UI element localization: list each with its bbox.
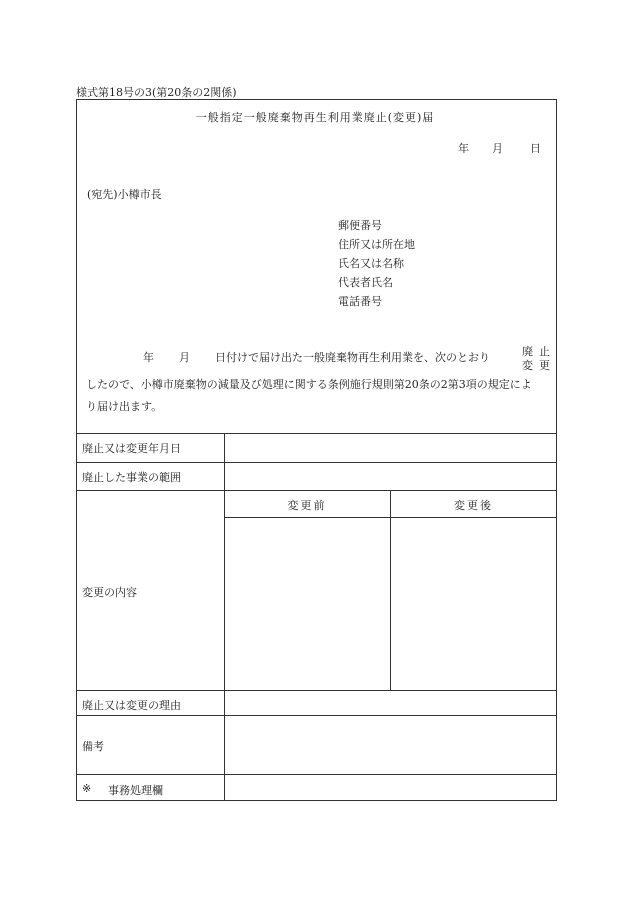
before-change-header: 変更前 xyxy=(287,499,327,512)
phone-label: 電話番号 xyxy=(338,295,382,308)
body-text-line3: り届け出ます。 xyxy=(86,400,163,413)
office-use-label: 事務処理欄 xyxy=(108,784,163,797)
date-day-label: 日 xyxy=(530,142,541,155)
reason-label: 廃止又は変更の理由 xyxy=(82,699,181,712)
before-after-divider xyxy=(390,490,391,690)
date-month-label: 月 xyxy=(492,142,503,155)
representative-label: 代表者氏名 xyxy=(338,276,393,289)
row-divider xyxy=(76,490,557,491)
row-divider xyxy=(76,774,557,775)
row-divider xyxy=(76,715,557,716)
address-label: 住所又は所在地 xyxy=(338,238,415,251)
name-label: 氏名又は名称 xyxy=(338,257,404,270)
remarks-label: 備考 xyxy=(82,740,104,753)
change-date-label: 廃止又は変更年月日 xyxy=(82,442,181,455)
body-year-label: 年 xyxy=(143,351,154,364)
addressee: (宛先)小樽市長 xyxy=(87,188,162,201)
form-number-label: 様式第18号の3(第20条の2関係) xyxy=(76,86,237,99)
option-abolish: 廃止 xyxy=(522,345,556,358)
row-divider xyxy=(76,690,557,691)
row-divider xyxy=(76,462,557,463)
option-change: 変更 xyxy=(522,359,556,372)
row-divider xyxy=(76,433,557,434)
office-use-mark: ※ xyxy=(82,782,92,795)
change-content-label: 変更の内容 xyxy=(82,586,137,599)
postal-code-label: 郵便番号 xyxy=(338,219,382,232)
body-text-line2: したので、小樽市廃棄物の減量及び処理に関する条例施行規則第20条の2第3項の規定によ xyxy=(86,378,532,391)
body-text-line1: 日付けで届け出た一般廃棄物再生利用業を、次のとおり xyxy=(215,351,490,364)
abolished-scope-label: 廃止した事業の範囲 xyxy=(82,471,181,484)
label-column-divider xyxy=(224,433,225,801)
form-title: 一般指定一般廃棄物再生利用業廃止(変更)届 xyxy=(195,111,435,124)
after-change-header: 変更後 xyxy=(454,499,493,512)
body-month-label: 月 xyxy=(179,351,190,364)
date-year-label: 年 xyxy=(458,142,469,155)
